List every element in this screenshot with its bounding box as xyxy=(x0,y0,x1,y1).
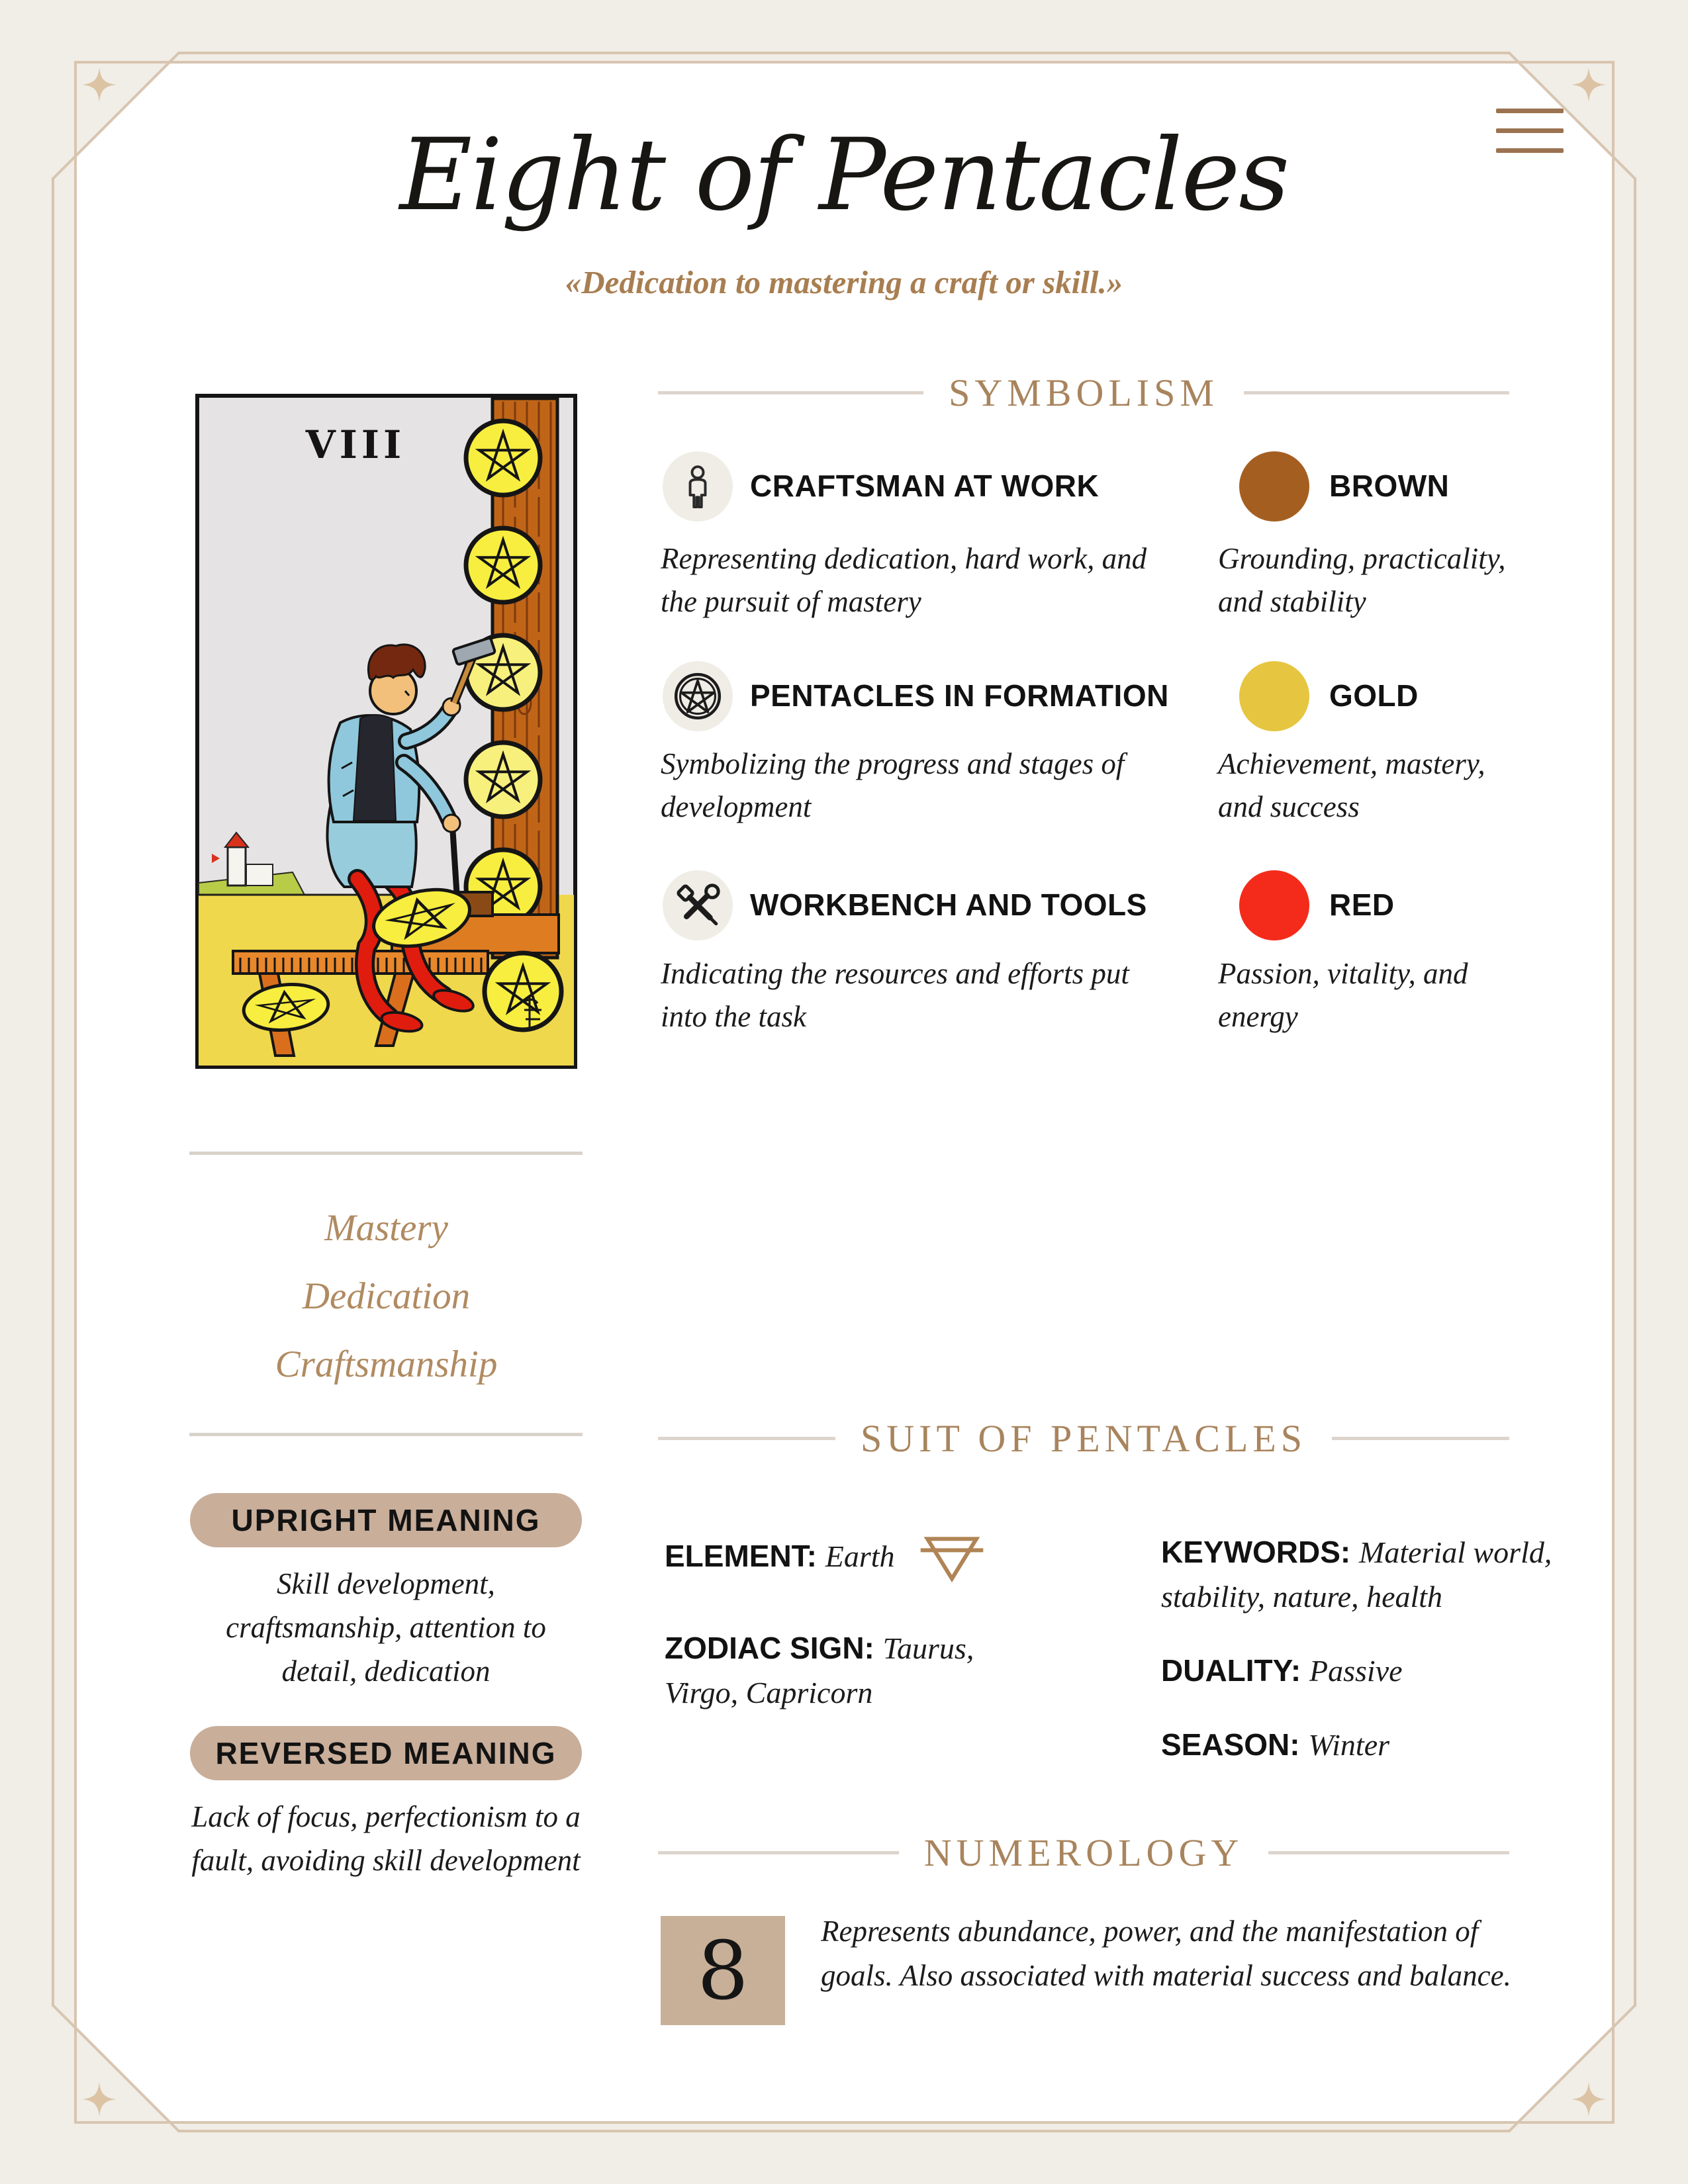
element-label: ELEMENT: xyxy=(665,1539,817,1574)
color-name: GOLD xyxy=(1329,678,1419,713)
upright-meaning-label: UPRIGHT MEANING xyxy=(231,1503,541,1537)
keyword: Craftsmanship xyxy=(275,1343,498,1385)
earth-symbol-icon xyxy=(920,1527,984,1584)
pentacle-icon xyxy=(663,661,733,731)
divider xyxy=(189,1433,583,1436)
symbolism-heading xyxy=(658,372,1509,413)
page-subtitle: «Dedication to mastering a craft or skill.» xyxy=(565,264,1123,300)
menu-icon[interactable] xyxy=(1496,109,1564,168)
divider xyxy=(189,1152,583,1155)
symbolism-item-title: PENTACLES IN FORMATION xyxy=(750,678,1169,713)
card-keywords xyxy=(193,1194,579,1398)
suit-heading-text: SUIT OF PENTACLES xyxy=(860,1416,1307,1460)
color-desc: Achievement, mastery, and success xyxy=(1218,747,1485,823)
element-row xyxy=(665,1530,1062,1587)
season-row xyxy=(1161,1723,1571,1767)
page-title: Eight of Pentacles xyxy=(399,118,1289,233)
symbolism-heading-text: SYMBOLISM xyxy=(949,371,1219,414)
numerology-number: 8 xyxy=(697,1923,749,2018)
tarot-card-image xyxy=(193,392,579,1071)
zodiac-value: Taurus, Virgo, Capricorn xyxy=(665,1631,974,1709)
symbolism-item-title: WORKBENCH AND TOOLS xyxy=(750,887,1147,922)
zodiac-label: ZODIAC SIGN: xyxy=(665,1631,874,1665)
reversed-meaning-text: Lack of focus, perfectionism to a fault, avoiding skill development xyxy=(191,1800,581,1877)
duality-label: DUALITY: xyxy=(1161,1653,1301,1688)
heading-rule xyxy=(658,391,923,394)
heading-rule xyxy=(658,1851,899,1854)
keyword: Mastery xyxy=(324,1207,448,1249)
person-icon xyxy=(663,451,733,522)
symbolism-item-desc: Representing dedication, hard work, and the pursuit of mastery xyxy=(661,542,1147,618)
heading-rule xyxy=(658,1437,835,1440)
symbolism-item-desc: Indicating the resources and efforts put into the task xyxy=(661,957,1129,1033)
keywords-row xyxy=(1161,1530,1571,1619)
color-swatch-gold xyxy=(1239,661,1309,731)
duality-value: Passive xyxy=(1309,1654,1403,1688)
zodiac-row xyxy=(665,1626,1022,1715)
upright-meaning-text: Skill development, craftsmanship, attention to detail, dedication xyxy=(226,1567,546,1688)
heading-rule xyxy=(1332,1437,1509,1440)
card-numeral: VIII xyxy=(305,422,406,467)
upright-meaning-badge xyxy=(190,1493,582,1547)
reversed-meaning-badge xyxy=(190,1726,582,1780)
reversed-meaning-label: REVERSED MEANING xyxy=(215,1736,557,1770)
heading-rule xyxy=(1268,1851,1509,1854)
keywords-label: KEYWORDS: xyxy=(1161,1535,1351,1569)
element-value: Earth xyxy=(825,1539,895,1574)
color-swatch-red xyxy=(1239,870,1309,940)
numerology-text: Represents abundance, power, and the manifestation of goals. Also associated with material success and balance. xyxy=(821,1915,1511,1992)
numerology-number-box xyxy=(661,1916,785,2025)
season-label: SEASON: xyxy=(1161,1727,1300,1762)
symbolism-item-desc: Symbolizing the progress and stages of development xyxy=(661,747,1125,823)
suit-heading xyxy=(658,1418,1509,1459)
color-desc: Passion, vitality, and energy xyxy=(1218,957,1468,1033)
tools-icon xyxy=(663,870,733,940)
symbolism-item-title: CRAFTSMAN AT WORK xyxy=(750,469,1100,503)
heading-rule xyxy=(1244,391,1509,394)
keywords-value: Material world, stability, nature, health xyxy=(1161,1535,1552,1614)
numerology-heading-text: NUMEROLOGY xyxy=(923,1831,1244,1874)
color-name: RED xyxy=(1329,887,1395,922)
duality-row xyxy=(1161,1649,1571,1693)
color-name: BROWN xyxy=(1329,469,1450,503)
color-swatch-brown xyxy=(1239,451,1309,522)
keyword: Dedication xyxy=(302,1275,471,1317)
color-desc: Grounding, practicality, and stability xyxy=(1218,542,1506,618)
numerology-heading xyxy=(658,1832,1509,1873)
season-value: Winter xyxy=(1308,1728,1390,1762)
